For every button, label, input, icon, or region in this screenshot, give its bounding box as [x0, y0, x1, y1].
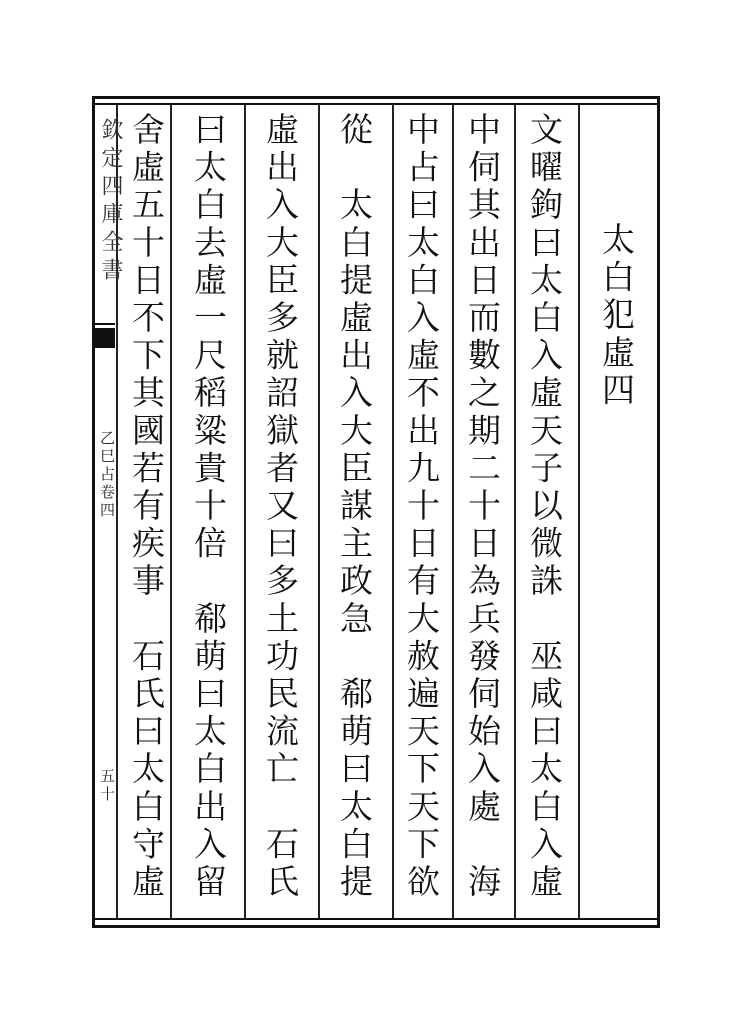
top-rule: [92, 103, 660, 105]
column-rule: [170, 105, 172, 918]
column-rule: [578, 105, 580, 918]
column-rule: [318, 105, 320, 918]
chapter-label: 乙巳占卷四: [98, 430, 116, 520]
text-column-3: 中占曰太白入虛不出九十日有大赦遍天下天下欲: [402, 112, 441, 902]
fish-tail-line: [93, 323, 115, 325]
column-rule: [392, 105, 394, 918]
column-rule: [244, 105, 246, 918]
text-column-5: 虛出入大臣多就詔獄者又曰多土功民流亡 石氏: [261, 112, 300, 902]
text-column-4: 從 太白提虛出入大臣謀主政急 郗萌曰太白提: [335, 112, 374, 902]
column-rule: [514, 105, 516, 918]
column-rule: [452, 105, 454, 918]
section-heading: 太白犯虛四: [597, 222, 636, 410]
text-column-7: 舍虛五十日不下其國若有疾事 石氏曰太白守虛: [127, 112, 166, 902]
book-title: 欽定四庫全書: [98, 118, 123, 286]
text-column-1: 文曜鉤曰太白入虛天子以微誅 巫咸曰太白入虛: [525, 112, 564, 902]
text-column-6: 曰太白去虛一尺稻粱貴十倍 郗萌曰太白出入留: [189, 112, 228, 902]
folio-number: 五十: [98, 768, 116, 804]
text-column-2: 中伺其出日而數之期二十日為兵發伺始入處 海: [463, 112, 502, 902]
bottom-rule: [92, 918, 660, 920]
page-frame: [92, 96, 660, 928]
fish-tail-mark: [93, 328, 115, 348]
